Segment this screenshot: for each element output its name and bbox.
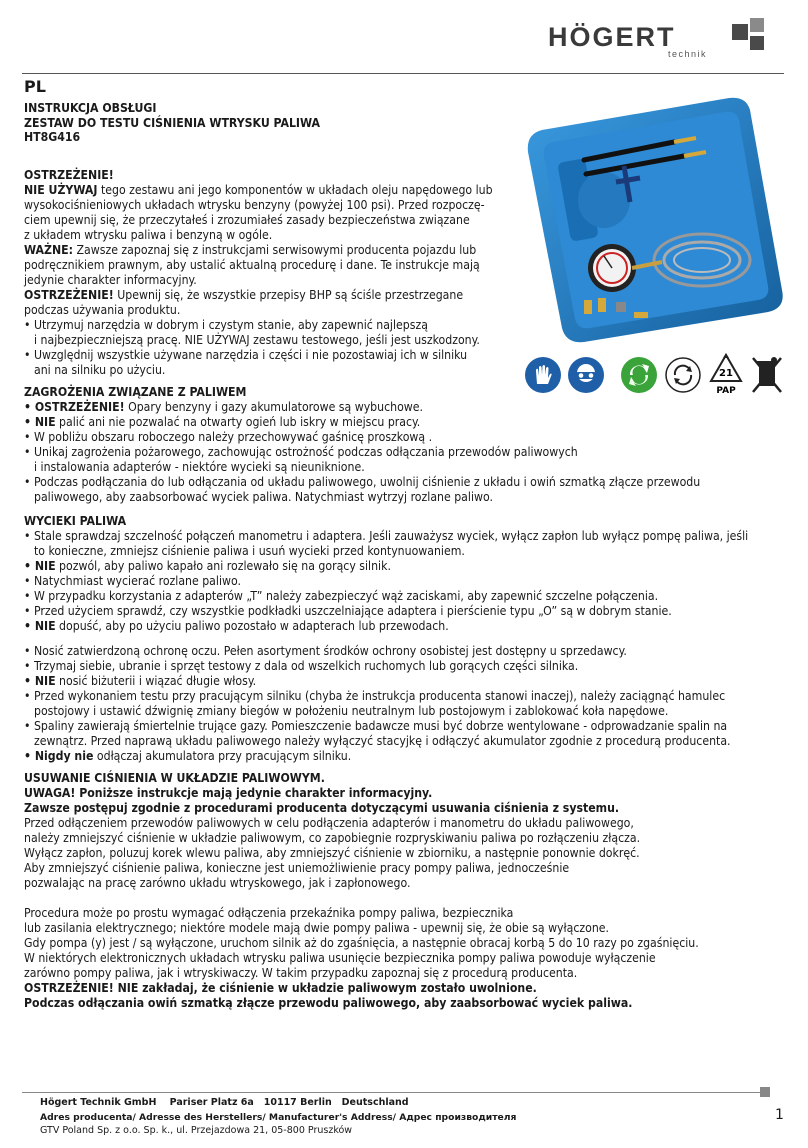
footer-distributor: GTV Poland Sp. z o.o. Sp. k., ul. Przejazdowa 21, 05-800 Pruszków bbox=[40, 1125, 353, 1136]
list-item: • Przed użyciem sprawdź, czy wszystkie podkładki uszczelniające adaptera i pierścienie typu „O” są w dobrym stanie. bbox=[24, 604, 672, 618]
list-item: • Unikaj zagrożenia pożarowego, zachowując ostrożność podczas odłączania przewodów paliwowych bbox=[24, 445, 578, 459]
text-run: Upewnij się, że wszystkie przepisy BHP są ściśle przestrzegane bbox=[113, 288, 464, 302]
bold-lead: WAŻNE: bbox=[24, 243, 74, 257]
list-item bbox=[24, 619, 748, 634]
document-title bbox=[24, 101, 320, 145]
section-title: USUWANIE CIŚNIENIA W UKŁADZIE PALIWOWYM. bbox=[24, 771, 325, 785]
text-line: jedynie charakter informacyjny. bbox=[24, 273, 197, 287]
list-item-cont: to konieczne, zmniejsz ciśnienie paliwa i usuń wycieki przed kontynuowaniem. bbox=[34, 544, 465, 558]
text-run: Zawsze zapoznaj się z instrukcjami serwisowymi producenta pojazdu lub bbox=[73, 243, 477, 257]
list-item-cont: i instalowania adapterów - niektóre wycieki są nieuniknione. bbox=[34, 460, 365, 474]
recycle-number: 21 bbox=[719, 368, 733, 379]
title-line: INSTRUKCJA OBSŁUGI bbox=[24, 101, 157, 115]
text-line: wysokociśnieniowych układach wtrysku benzyny (powyżej 100 psi). Przed rozpoczę- bbox=[24, 198, 485, 212]
model-number: HT8G416 bbox=[24, 130, 81, 144]
list-item bbox=[24, 559, 748, 574]
list-item-cont: i najbezpieczniejszą pracę. NIE UŻYWAJ zestawu testowego, jeśli jest uszkodzony. bbox=[34, 333, 480, 347]
product-case-image bbox=[524, 90, 786, 344]
text-line: należy zmniejszyć ciśnienie w układzie paliwowym, co zapobiegnie rozpryskiwaniu paliwa po rozłączeniu złącza. bbox=[24, 831, 641, 845]
text-line: W niektórych elektronicznych układach wtrysku paliwa usunięcie bezpiecznika pompy paliwa powoduje wyłączenie bbox=[24, 951, 656, 965]
section-title: ZAGROŻENIA ZWIĄZANE Z PALIWEM bbox=[24, 385, 247, 399]
brand-subtitle: technik bbox=[668, 49, 708, 59]
list-item: • Trzymaj siebie, ubranie i sprzęt testowy z dala od wszelkich ruchomych lub gorących części silnika. bbox=[24, 659, 579, 673]
section-title: WYCIEKI PALIWA bbox=[24, 514, 127, 528]
spacer bbox=[24, 891, 699, 906]
bold-lead: • Nigdy nie bbox=[24, 749, 94, 763]
recycle-code: PAP bbox=[716, 386, 736, 396]
crossed-bin-icon bbox=[750, 354, 784, 396]
list-item-cont: postojowy i ustawić dźwignię zmiany biegów w położeniu neutralnym lub postojowym i zablokować koła napędowe. bbox=[34, 704, 669, 718]
pressure-relief-section bbox=[24, 771, 699, 1011]
bold-line: UWAGA! Poniższe instrukcje mają jedynie charakter informacyjny. bbox=[24, 786, 433, 800]
list-item bbox=[24, 749, 731, 764]
list-item: • Podczas podłączania do lub odłączania od układu paliwowego, uwolnij ciśnienie z układu i owiń szmatką złącze przewodu bbox=[24, 475, 701, 489]
bold-line: OSTRZEŻENIE! NIE zakładaj, że ciśnienie w układzie paliwowym zostało uwolnione. bbox=[24, 981, 537, 995]
text-line: ciem upewnij się, że przeczytałeś i zrozumiałeś zasady bezpieczeństwa związane bbox=[24, 213, 470, 227]
list-item: • W przypadku korzystania z adapterów „T” należy zabezpieczyć wąż zaciskami, aby zapewnić szczelne połączenia. bbox=[24, 589, 659, 603]
text-line: Wyłącz zapłon, poluzuj korek wlewu paliwa, aby zmniejszyć ciśnienie w zbiorniku, a następnie ponownie dokręć. bbox=[24, 846, 640, 860]
text-line: Procedura może po prostu wymagać odłączenia przekaźnika pompy paliwa, bezpiecznika bbox=[24, 906, 514, 920]
recycling-pap-21-icon bbox=[708, 352, 744, 396]
list-item: • Uwzględnij wszystkie używane narzędzia i części i nie pozostawiaj ich w silniku bbox=[24, 348, 468, 362]
text-run: odłączaj akumulatora przy pracującym silniku. bbox=[93, 749, 352, 763]
list-item bbox=[24, 674, 731, 689]
text-line: podczas używania produktu. bbox=[24, 303, 181, 317]
text-line bbox=[24, 288, 493, 303]
text-line: z układem wtrysku paliwa i benzyną w ogóle. bbox=[24, 228, 273, 242]
title-line: ZESTAW DO TESTU CIŚNIENIA WTRYSKU PALIWA bbox=[24, 115, 321, 130]
bold-lead: • NIE bbox=[24, 415, 56, 429]
list-item: • W pobliżu obszaru roboczego należy przechowywać gaśnicę proszkową . bbox=[24, 430, 433, 444]
text-run: Opary benzyny i gazy akumulatorowe są wybuchowe. bbox=[124, 400, 423, 414]
bold-lead: • NIE bbox=[24, 674, 56, 688]
fuel-hazards-section bbox=[24, 385, 700, 505]
text-run: pozwól, aby paliwo kapało ani rozlewało się na gorący silnik. bbox=[55, 559, 391, 573]
text-run: dopuść, aby po użyciu paliwo pozostało w adapterach lub przewodach. bbox=[55, 619, 449, 633]
bold-line: Podczas odłączania owiń szmatką złącze przewodu paliwowego, aby zaabsorbować wyciek paliwa. bbox=[24, 996, 633, 1010]
text-line: lub zasilania elektrycznego; niektóre modele mają dwie pompy paliwa - upewnij się, że obie są wyłączone. bbox=[24, 921, 610, 935]
text-line: Aby zmniejszyć ciśnienie paliwa, konieczne jest uniemożliwienie pracy pompy paliwa, jednocześnie bbox=[24, 861, 570, 875]
bold-lead: • NIE bbox=[24, 619, 56, 633]
list-item: • Utrzymuj narzędzia w dobrym i czystym stanie, aby zapewnić najlepszą bbox=[24, 318, 428, 332]
list-item: • Przed wykonaniem testu przy pracującym silniku (chyba że instrukcja producenta stanowi inaczej), należy zaciągnąć hamulec bbox=[24, 689, 726, 703]
list-item: • Nosić zatwierdzoną ochronę oczu. Pełen asortyment środków ochrony osobistej jest dostępny u sprzedawcy. bbox=[24, 644, 627, 658]
section-title: OSTRZEŻENIE! bbox=[24, 168, 114, 182]
fuel-leaks-section bbox=[24, 514, 748, 634]
text-run: tego zestawu ani jego komponentów w układach oleju napędowego lub bbox=[97, 183, 493, 197]
list-item: • Natychmiast wycierać rozlane paliwo. bbox=[24, 574, 241, 588]
brand-name: HÖGERT bbox=[548, 22, 676, 52]
text-run: nosić biżuterii i wiązać długie włosy. bbox=[55, 674, 257, 688]
warning-section bbox=[24, 168, 493, 378]
bold-line: Zawsze postępuj zgodnie z procedurami producenta dotyczącymi usuwania ciśnienia z systemu. bbox=[24, 801, 620, 815]
footer-company: Högert Technik GmbH Pariser Platz 6a 10117 Berlin Deutschland bbox=[40, 1097, 409, 1108]
text-line: zarówno pompy paliwa, jak i wtryskiwaczy. W takim przypadku zapoznaj się z procedurą producenta. bbox=[24, 966, 578, 980]
bold-lead: OSTRZEŻENIE! bbox=[24, 288, 114, 302]
text-run: palić ani nie pozwalać na otwarty ogień lub iskry w miejscu pracy. bbox=[55, 415, 421, 429]
bold-lead: NIE UŻYWAJ bbox=[24, 183, 98, 197]
list-item-cont: ani na silniku po użyciu. bbox=[34, 363, 166, 377]
page-number: 1 bbox=[775, 1107, 784, 1123]
list-item bbox=[24, 415, 700, 430]
text-line bbox=[24, 183, 493, 198]
brand-logo bbox=[548, 18, 770, 60]
text-line: Przed odłączeniem przewodów paliwowych w celu podłączenia adapterów i manometru do układu paliwowego, bbox=[24, 816, 634, 830]
brand-mark-icon bbox=[732, 18, 770, 56]
language-code: PL bbox=[24, 77, 46, 96]
list-item: • Stale sprawdzaj szczelność połączeń manometru i adaptera. Jeśli zauważysz wyciek, wyłącz zapłon lub wyłącz pompę paliwa, jeśli bbox=[24, 529, 749, 543]
footer-square-mark bbox=[760, 1087, 770, 1097]
text-line: pozwalając na pracę zarówno układu wtryskowego, jak i zapłonowego. bbox=[24, 876, 411, 890]
general-safety-section bbox=[24, 644, 731, 764]
bold-lead: • NIE bbox=[24, 559, 56, 573]
footer-address-label: Adres producenta/ Adresse des Herstellers/ Manufacturer's Address/ Адрес производителя bbox=[40, 1112, 517, 1123]
text-line: Gdy pompa (y) jest / są wyłączone, uruchom silnik aż do zgaśnięcia, a następnie obracaj korbą 5 do 10 razy po zgaśnięciu. bbox=[24, 936, 699, 950]
list-item: • Spaliny zawierają śmiertelnie trujące gazy. Pomieszczenie badawcze musi być dobrze wentylowane - odprowadzanie spalin na bbox=[24, 719, 728, 733]
list-item bbox=[24, 400, 700, 415]
bold-lead: • OSTRZEŻENIE! bbox=[24, 400, 125, 414]
list-item-cont: paliwowego, aby zaabsorbować wyciek paliwa. Natychmiast wytrzyj rozlane paliwo. bbox=[34, 490, 493, 504]
header-divider bbox=[22, 73, 784, 74]
list-item-cont: zewnątrz. Przed naprawą układu paliwowego należy wyłączyć stacyjkę i odłączyć akumulator zgodnie z procedurą producenta. bbox=[34, 734, 731, 748]
text-line: podręcznikiem prawnym, aby ustalić aktualną procedurę i dane. Te instrukcje mają bbox=[24, 258, 480, 272]
footer-divider bbox=[22, 1092, 764, 1093]
text-line bbox=[24, 243, 493, 258]
